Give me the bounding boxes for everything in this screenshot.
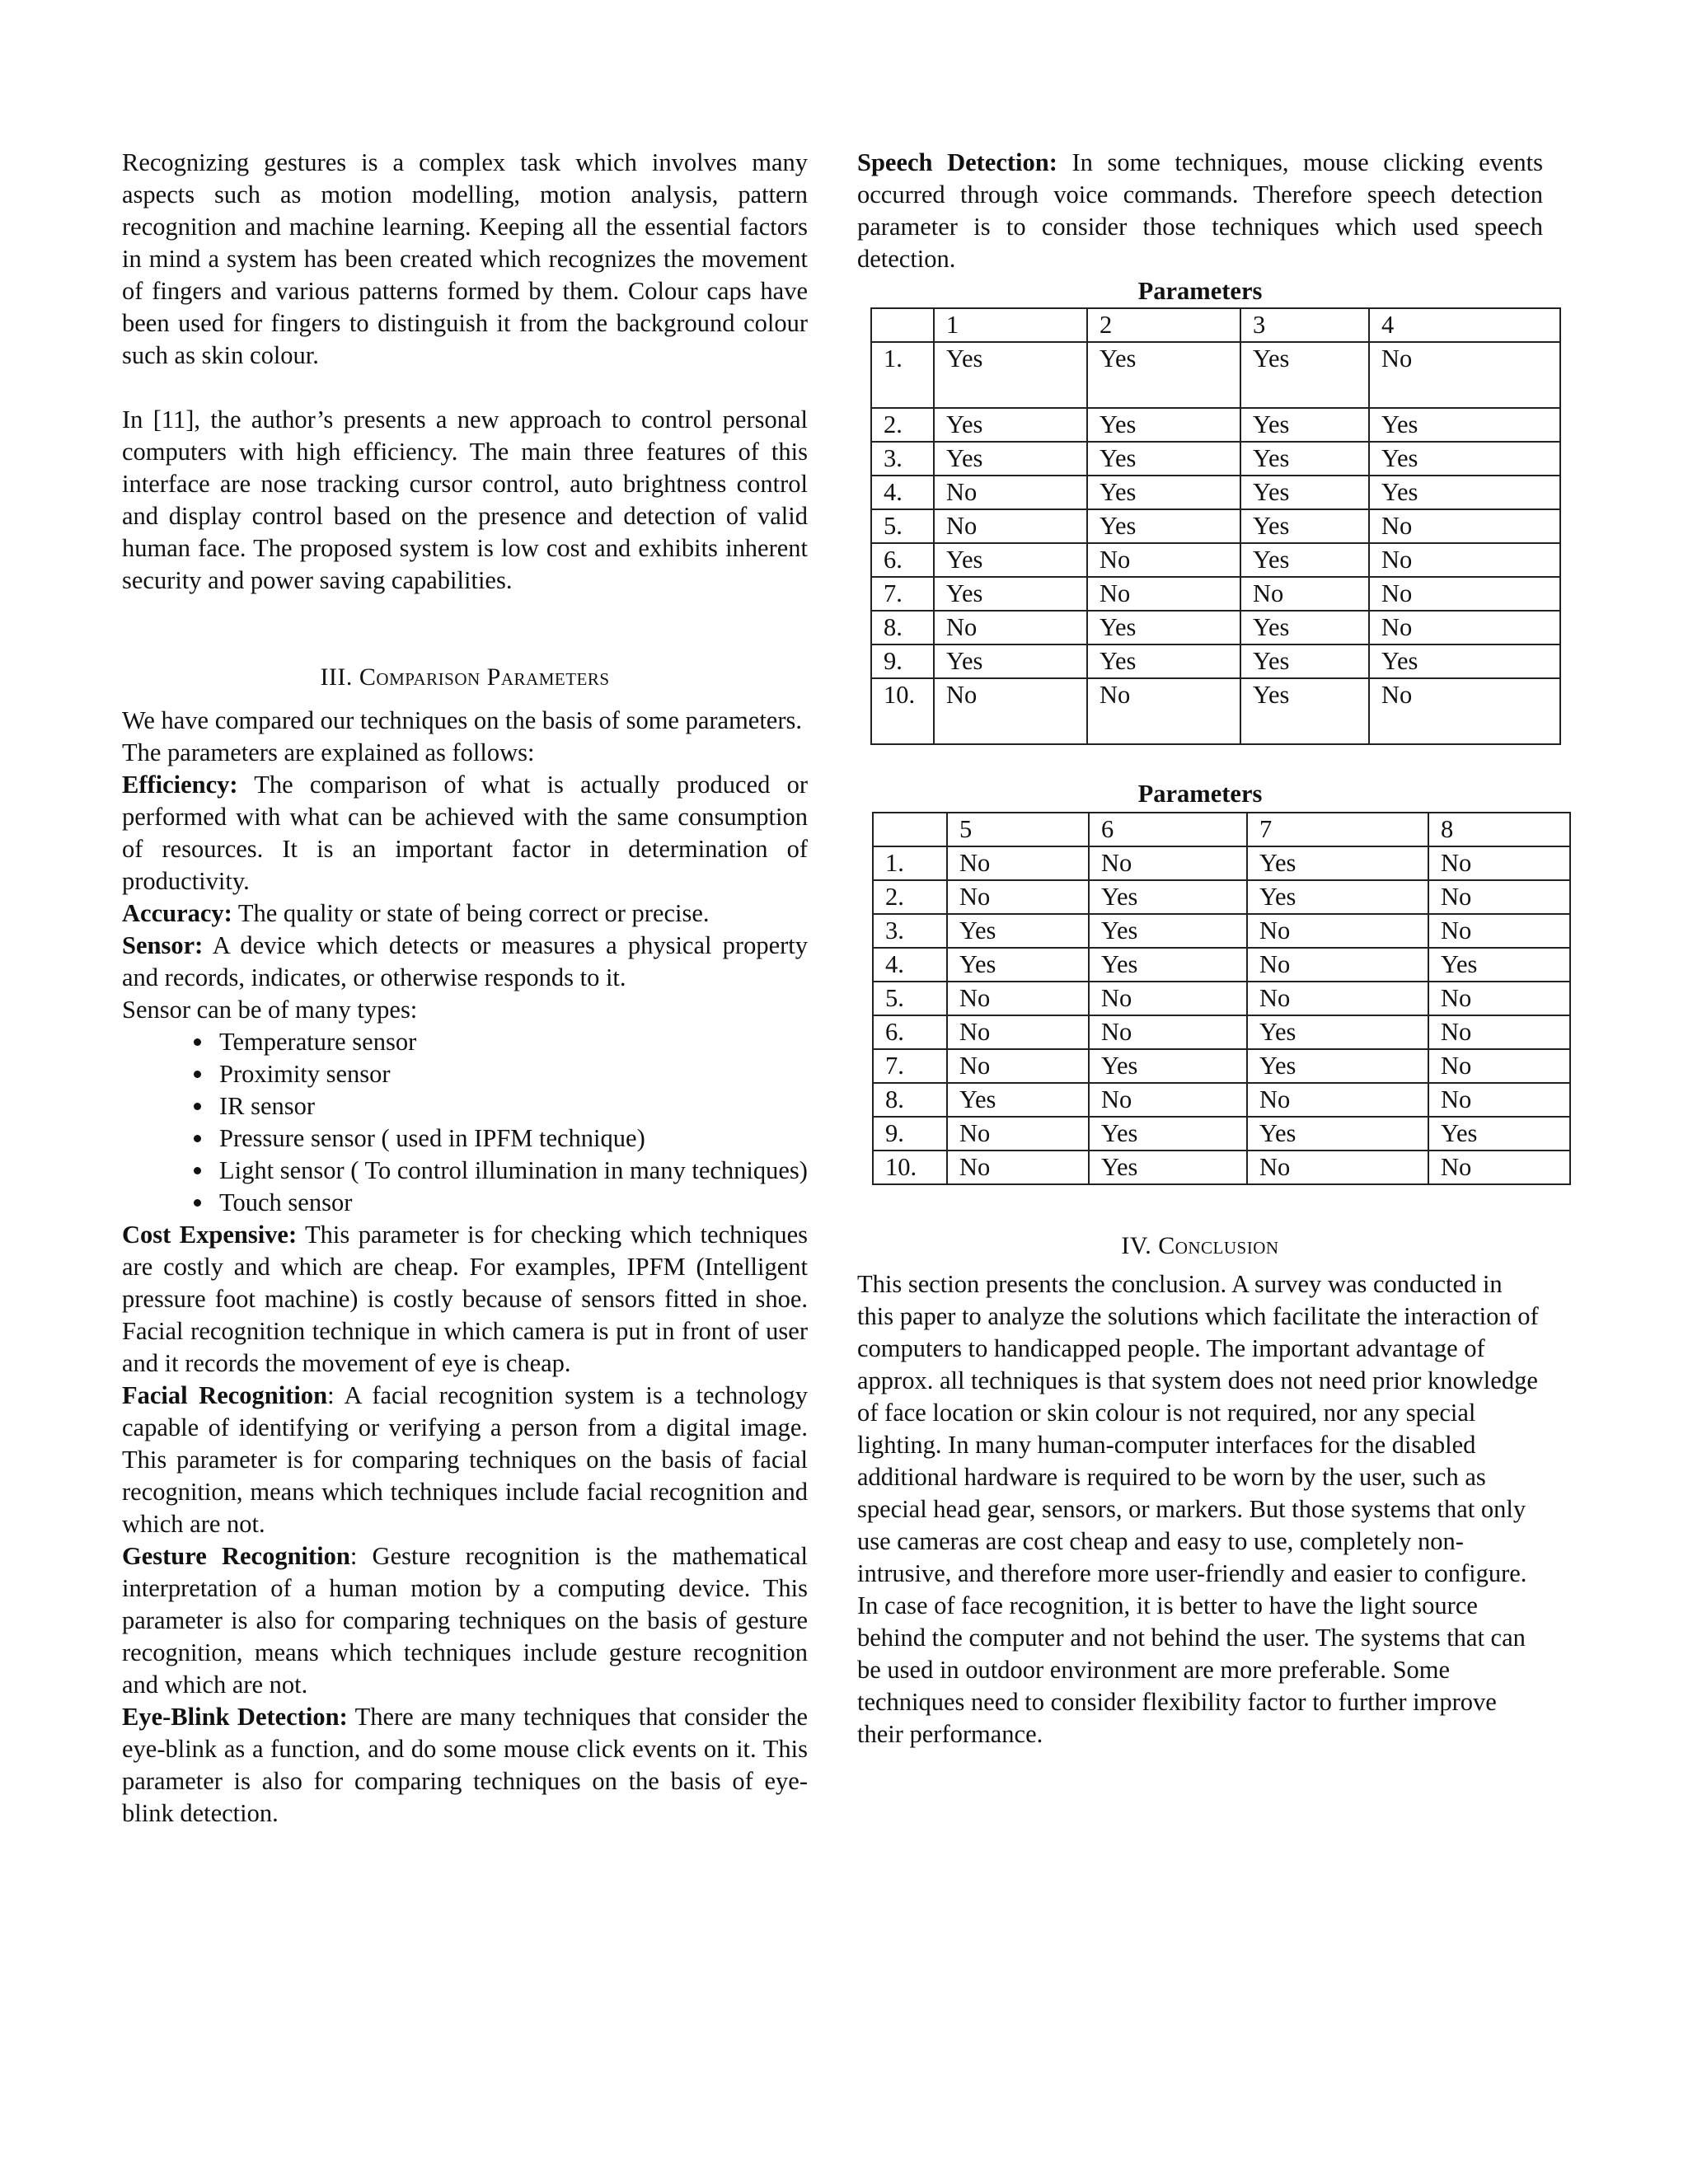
paragraph-gestures: Recognizing gestures is a complex task which involves many aspects such as motion modelling, motion analysis, pattern recognition and machine learning. Keeping all the essential factors in mind a system has been created which recognizes the movement of fingers and various patterns formed by them. Colour caps have been used for fingers to distinguish it from the background colour such as skin colour.	[122, 148, 808, 369]
table-header-row	[871, 308, 1560, 342]
table-cell: No	[1428, 1151, 1570, 1184]
table-cell: No	[1089, 1015, 1247, 1049]
list-item: • Light sensor ( To control illumination in many techniques)	[214, 1155, 808, 1187]
term-cost: Cost Expensive:	[122, 1221, 298, 1249]
table-cell: No	[934, 509, 1087, 543]
term-efficiency: Efficiency:	[122, 771, 238, 799]
table-cell: Yes	[1089, 1049, 1247, 1083]
paragraph-sensor	[122, 930, 808, 994]
table-cell: 6.	[873, 1015, 947, 1049]
table-cell: No	[947, 846, 1089, 880]
definition-accuracy: The quality or state of being correct or precise.	[232, 899, 710, 927]
table-cell: Yes	[1240, 543, 1369, 577]
table-cell: Yes	[934, 342, 1087, 408]
table-cell: 4.	[873, 948, 947, 982]
table-row	[871, 577, 1560, 611]
table-cell: No	[947, 1015, 1089, 1049]
table-cell: Yes	[1369, 408, 1560, 442]
sensor-type-list	[122, 1026, 808, 1219]
table-cell: Yes	[934, 442, 1087, 476]
table-cell: No	[1369, 342, 1560, 408]
table-row	[871, 611, 1560, 644]
table-cell: No	[1428, 1015, 1570, 1049]
table-cell: Yes	[1247, 846, 1428, 880]
table-cell: No	[1369, 678, 1560, 744]
table2-caption: Parameters	[1137, 780, 1263, 808]
table-cell: No	[1428, 880, 1570, 914]
table-cell: Yes	[934, 543, 1087, 577]
table-cell: No	[947, 1151, 1089, 1184]
definition-gesture: : Gesture recognition is the mathematical interpretation of a human motion by a computing device. This parameter is also for comparing techniques on the basis of gesture recognition, means which techniques include gesture recognition and which are not.	[122, 1542, 808, 1699]
table-row	[873, 948, 1570, 982]
paragraph-speech	[857, 147, 1543, 275]
table-row	[873, 880, 1570, 914]
term-sensor: Sensor:	[122, 931, 204, 959]
table-cell: No	[934, 476, 1087, 509]
parameters-table-2	[872, 812, 1571, 1185]
table-cell: Yes	[1087, 408, 1240, 442]
list-item: • IR sensor	[214, 1090, 808, 1122]
table-row	[871, 543, 1560, 577]
table-header-row	[873, 813, 1570, 846]
list-item: • Temperature sensor	[214, 1026, 808, 1058]
table-cell: 10.	[871, 678, 934, 744]
table-cell	[871, 308, 934, 342]
list-item: • Proximity sensor	[214, 1058, 808, 1090]
paragraph-accuracy	[122, 898, 808, 930]
section-title-conclusion: IV. Conclusion	[1121, 1232, 1279, 1259]
table-cell: Yes	[1247, 1049, 1428, 1083]
term-facial: Facial Recognition	[122, 1381, 328, 1409]
table-cell: Yes	[1240, 509, 1369, 543]
table-cell: 9.	[873, 1117, 947, 1151]
table-cell: No	[934, 678, 1087, 744]
table-cell: 7.	[873, 1049, 947, 1083]
table-cell: Yes	[934, 577, 1087, 611]
table-cell: 7	[1247, 813, 1428, 846]
table-cell: No	[947, 1049, 1089, 1083]
table-cell: Yes	[1087, 644, 1240, 678]
table-cell: 10.	[873, 1151, 947, 1184]
table-row	[871, 509, 1560, 543]
table-cell: 2	[1087, 308, 1240, 342]
table-cell: Yes	[1089, 1117, 1247, 1151]
list-item: • Touch sensor	[214, 1187, 808, 1219]
table-cell: Yes	[934, 644, 1087, 678]
table-cell: No	[1247, 1151, 1428, 1184]
table-cell: Yes	[1240, 644, 1369, 678]
table-cell: No	[1428, 1049, 1570, 1083]
table-cell: Yes	[1240, 408, 1369, 442]
definition-speech: In some techniques, mouse clicking events occurred through voice commands. Therefore speech detection parameter is to consider those techniques which used speech detection.	[857, 148, 1544, 273]
paragraph-eyeblink	[122, 1701, 808, 1830]
table-cell: No	[934, 611, 1087, 644]
right-column	[857, 147, 1543, 1750]
table-cell: No	[947, 880, 1089, 914]
definition-facial: : A facial recognition system is a technology capable of identifying or verifying a person from a digital image. This parameter is for comparing techniques on the basis of facial recognition, means which techniques include facial recognition and which are not.	[122, 1381, 808, 1538]
definition-sensor: A device which detects or measures a physical property and records, indicates, or otherwise responds to it.	[122, 931, 808, 991]
table-row	[873, 1151, 1570, 1184]
table-cell: 7.	[871, 577, 934, 611]
table-cell: No	[1087, 678, 1240, 744]
table-cell: No	[1428, 982, 1570, 1015]
table-row	[873, 914, 1570, 948]
table-cell	[873, 813, 947, 846]
table-cell: Yes	[1087, 476, 1240, 509]
table-cell: Yes	[947, 914, 1089, 948]
table-row	[871, 644, 1560, 678]
table-cell: No	[1369, 509, 1560, 543]
table-cell: No	[1369, 577, 1560, 611]
table-cell: 5.	[871, 509, 934, 543]
table-cell: 5.	[873, 982, 947, 1015]
table-cell: 8.	[873, 1083, 947, 1117]
table-cell: No	[1247, 982, 1428, 1015]
table-cell: No	[1247, 948, 1428, 982]
table-row	[871, 476, 1560, 509]
table-cell: 8.	[871, 611, 934, 644]
table-cell: 3.	[873, 914, 947, 948]
table-cell: Yes	[1087, 509, 1240, 543]
paragraph-facial	[122, 1380, 808, 1540]
term-eyeblink: Eye-Blink Detection:	[122, 1703, 348, 1731]
table-cell: Yes	[1369, 644, 1560, 678]
table-row	[871, 408, 1560, 442]
table-cell: Yes	[1369, 442, 1560, 476]
table-cell: No	[1428, 914, 1570, 948]
table-cell: 4.	[871, 476, 934, 509]
table-row	[871, 342, 1560, 408]
table-cell: No	[1247, 1083, 1428, 1117]
table-cell: 2.	[873, 880, 947, 914]
term-gesture: Gesture Recognition	[122, 1542, 350, 1570]
table-cell: 1.	[871, 342, 934, 408]
table-cell: No	[1247, 914, 1428, 948]
table-cell: Yes	[1087, 611, 1240, 644]
table-row	[873, 846, 1570, 880]
table-cell: No	[1369, 543, 1560, 577]
table-cell: No	[1369, 611, 1560, 644]
table-cell: No	[1089, 1083, 1247, 1117]
table-row	[873, 1015, 1570, 1049]
table-cell: No	[1428, 846, 1570, 880]
table-cell: Yes	[947, 948, 1089, 982]
term-speech: Speech Detection:	[857, 148, 1057, 176]
table-cell: No	[1089, 846, 1247, 880]
table-cell: Yes	[947, 1083, 1089, 1117]
table-cell: 1	[934, 308, 1087, 342]
table-cell: 1.	[873, 846, 947, 880]
table-cell: Yes	[1240, 342, 1369, 408]
definition-cost: This parameter is for checking which techniques are costly and which are cheap. For examples, IPFM (Intelligent pressure foot machine) is costly because of sensors fitted in shoe. Facial recognition technique in which camera is put in front of user and it records the movement of eye is cheap.	[122, 1221, 808, 1377]
table-cell: Yes	[934, 408, 1087, 442]
section-title-comparison: III. Comparison Parameters	[320, 663, 610, 691]
table-cell: Yes	[1247, 1117, 1428, 1151]
definition-efficiency: The comparison of what is actually produced or performed with what can be achieved with the same consumption of resources. It is an important factor in determination of productivity.	[122, 771, 808, 895]
paragraph-ref11: In [11], the author’s presents a new approach to control personal computers with high efficiency. The main three features of this interface are nose tracking cursor control, auto brightness control and display control based on the presence and detection of valid human face. The proposed system is low cost and exhibits inherent security and power saving capabilities.	[122, 405, 808, 594]
table-cell: 3.	[871, 442, 934, 476]
left-column	[122, 147, 808, 1830]
definition-eyeblink: There are many techniques that consider the eye-blink as a function, and do some mouse click events on it. This parameter is also for comparing techniques on the basis of eye-blink detection.	[122, 1703, 808, 1827]
table-cell: 3	[1240, 308, 1369, 342]
parameters-table-1	[870, 307, 1561, 745]
table-cell: Yes	[1240, 476, 1369, 509]
table-row	[871, 442, 1560, 476]
table-cell: Yes	[1089, 880, 1247, 914]
table-cell: Yes	[1247, 880, 1428, 914]
table-cell: No	[947, 1117, 1089, 1151]
table-row	[873, 1117, 1570, 1151]
paragraph-intro: We have compared our techniques on the basis of some parameters.	[122, 706, 802, 734]
paragraph-sensor-types: Sensor can be of many types:	[122, 996, 418, 1024]
table-cell: Yes	[1369, 476, 1560, 509]
table-cell: No	[1087, 577, 1240, 611]
table-cell: Yes	[1428, 948, 1570, 982]
table-cell: 6.	[871, 543, 934, 577]
table-cell: 8	[1428, 813, 1570, 846]
table-row	[873, 1049, 1570, 1083]
table-cell: No	[1240, 577, 1369, 611]
table-cell: Yes	[1089, 1151, 1247, 1184]
table-cell: 2.	[871, 408, 934, 442]
table-cell: No	[1428, 1083, 1570, 1117]
table-cell: 9.	[871, 644, 934, 678]
table-cell: No	[1089, 982, 1247, 1015]
table-cell: Yes	[1087, 442, 1240, 476]
table-cell: Yes	[1240, 678, 1369, 744]
table-cell: 6	[1089, 813, 1247, 846]
paragraph-conclusion: This section presents the conclusion. A survey was conducted in this paper to analyze the solutions which facilitate the interaction of computers to handicapped people. The important advantage of approx. all techniques is that system does not need prior knowledge of face location or skin colour is not required, nor any special lighting. In many human-computer interfaces for the disabled additional hardware is required to be worn by the user, such as special head gear, sensors, or markers. But those systems that only use cameras are cost cheap and easy to use, completely non-intrusive, and therefore more user-friendly and easier to configure. In case of face recognition, it is better to have the light source behind the computer and not behind the user. The systems that can be used in outdoor environment are more preferable. Some techniques need to consider flexibility factor to further improve their performance.	[857, 1270, 1539, 1748]
table-cell: 5	[947, 813, 1089, 846]
paragraph-gesture	[122, 1540, 808, 1701]
table-cell: No	[947, 982, 1089, 1015]
table-cell: Yes	[1087, 342, 1240, 408]
term-accuracy: Accuracy:	[122, 899, 232, 927]
paragraph-cost	[122, 1219, 808, 1380]
table-cell: Yes	[1240, 611, 1369, 644]
table-row	[871, 678, 1560, 744]
table-cell: Yes	[1247, 1015, 1428, 1049]
table-cell: Yes	[1089, 948, 1247, 982]
list-item: • Pressure sensor ( used in IPFM technique)	[214, 1122, 808, 1155]
table-row	[873, 982, 1570, 1015]
paragraph-efficiency	[122, 769, 808, 898]
table-cell: Yes	[1089, 914, 1247, 948]
table-row	[873, 1083, 1570, 1117]
table-cell: Yes	[1428, 1117, 1570, 1151]
paragraph-intro2: The parameters are explained as follows:	[122, 738, 535, 766]
table1-caption: Parameters	[1137, 277, 1263, 305]
table-cell: 4	[1369, 308, 1560, 342]
table-cell: No	[1087, 543, 1240, 577]
table-cell: Yes	[1240, 442, 1369, 476]
